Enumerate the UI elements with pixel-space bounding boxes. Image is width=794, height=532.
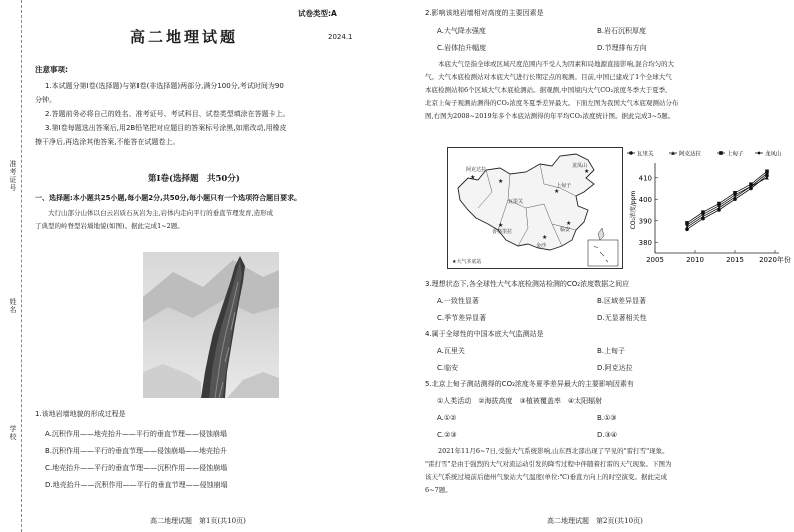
series-line (687, 171, 767, 223)
notes-title: 注意事项: (35, 65, 68, 74)
q1-option-b[interactable]: B.沉积作用——平行的垂直节理——侵蚀崩塌——地壳抬升 (45, 447, 228, 455)
passage-line: 本底检测站和6个区域大气本底检测站。据观测,中国境内大气CO₂浓度冬季大于夏季, (425, 86, 668, 94)
page-footer: 高二地理试题 第2页(共10页) (547, 517, 643, 525)
legend-label: 瓦里关 (637, 151, 654, 158)
q3-option-a[interactable]: A.一致性显著 (437, 297, 479, 305)
q3-option-c[interactable]: C.季节差异显著 (437, 314, 487, 322)
q4-option-b[interactable]: B.上甸子 (597, 347, 626, 355)
q5-option-a[interactable]: A.①② (437, 414, 457, 422)
y-tick-label: 410 (638, 174, 652, 183)
passage-line: 2021年11月6~7日,受强大气系统影响,山东西北部出现了罕见的"雷打雪"现象。 (438, 447, 669, 455)
map-station-linan: 临安 (560, 227, 571, 233)
map-station-akedala: 阿克达拉 (466, 167, 487, 173)
q5-stem: 5.北京上甸子测站测得的CO₂浓度冬夏季差异最大的主要影响因素有 (425, 380, 634, 388)
legend-label: 阿克达拉 (679, 151, 702, 158)
x-tick-label: 2005 (646, 256, 664, 264)
page-footer: 高二地理试题 第1页(共10页) (150, 517, 246, 525)
q5-option-b[interactable]: B.①③ (597, 414, 617, 422)
passage-line: 气。大气本底检测站对本底大气进行长期定点的观测。目前,中国已建成了1个全球大气 (425, 73, 672, 81)
q5-option-d[interactable]: D.③④ (597, 431, 618, 439)
map-legend: ★大气本底站 (452, 259, 482, 265)
passage-2 (425, 58, 791, 123)
legend-label: 上甸子 (727, 151, 744, 158)
q1-option-a[interactable]: A.沉积作用——地壳抬升——平行的垂直节理——侵蚀崩塌 (45, 430, 227, 438)
q3-option-b[interactable]: B.区域差异显著 (597, 297, 647, 305)
y-tick-label: 400 (638, 195, 652, 204)
station-star-icon: ★ (554, 188, 560, 195)
section-intro: 一、选择题:本小题共25小题,每小题2分,共50分,每小题只有一个选项符合题目要求。 (35, 194, 302, 202)
note-line: 3.第Ⅰ卷每题选出答案后,用2B铅笔把对应题目的答案标号涂黑,如需改动,用橡皮 (45, 124, 287, 132)
binding-line (21, 0, 22, 532)
passage-line: 北京上甸子观测站测得的CO₂浓度冬夏季差异最大。下面左图为我国大气本底观测站分布 (425, 99, 679, 107)
station-star-icon: ★ (498, 222, 504, 229)
map-station-xianggelila: 香格里拉 (492, 229, 513, 235)
q5-factors: ①人类活动 ②海拔高度 ③植被覆盖率 ④太阳辐射 (437, 397, 603, 405)
passage-line: 6~7题。 (425, 486, 452, 494)
passage-line: 了典型的岭脊型岩墙地貌(如图)。据此完成1~2题。 (35, 222, 184, 230)
school-label: 学校 (9, 425, 17, 441)
passage-line: 图,右图为2008~2019年多个本底站测得的年平均CO₂浓度统计图。据此完成3~5题。 (425, 112, 675, 120)
x-tick-label: 2015 (726, 256, 744, 264)
q2-option-d[interactable]: D.节理排布方向 (597, 44, 647, 52)
x-tick-label: 2020年份 (759, 256, 791, 264)
passage-line: 大行山部分山体以白云岩质石灰岩为主,岩体内走向平行的垂直节理发育,造形成 (48, 209, 274, 217)
note-line: 分钟。 (35, 96, 56, 104)
legend-marker (719, 151, 723, 155)
q1-option-d[interactable]: D.地壳抬升——沉积作用——平行的垂直节理——侵蚀崩塌 (45, 481, 228, 489)
q4-option-c[interactable]: C.临安 (437, 364, 459, 372)
passage-line: "雷打雪"是由于强烈的大气对流运动引发的降雪过程中伴随着打雷的天气现象。下图为 (425, 460, 672, 468)
y-tick-label: 380 (638, 238, 652, 247)
legend-label: 龙凤山 (765, 151, 782, 158)
q4-option-a[interactable]: A.瓦里关 (437, 347, 465, 355)
q1-stem: 1.该地岩墙地貌的形成过程是 (35, 410, 126, 418)
map-station-shangdianzi: 上甸子 (556, 183, 572, 189)
section-title: 第Ⅰ卷(选择题 共50分) (148, 174, 240, 184)
note-line: 2.答题前务必将自己的姓名、准考证号、考试科目、试卷类型填涂在答题卡上。 (45, 110, 290, 118)
q4-stem: 4.属于全球性的中国本底大气监测站是 (425, 330, 544, 338)
q4-option-d[interactable]: D.阿克达拉 (597, 364, 633, 372)
map-station-waliguan: 瓦里关 (508, 199, 524, 205)
id-number-label: 准考证号 (9, 160, 17, 192)
name-label: 姓名 (9, 298, 17, 314)
note-line: 1.本试题分第Ⅰ卷(选择题)与第Ⅱ卷(非选择题)两部分,满分100分,考试时间为90 (45, 82, 284, 90)
passage-3 (425, 445, 791, 497)
page-title: 高二地理试题 (130, 28, 239, 46)
map-station-longfengshan: 龙凤山 (572, 163, 588, 169)
q3-option-d[interactable]: D.无显著相关性 (597, 314, 647, 322)
y-tick-label: 390 (638, 217, 652, 226)
note-line: 擦干净后,再选涂其他答案,不能答在试题卷上。 (35, 138, 180, 146)
q2-stem: 2.影响该地岩墙相对高度的主要因素是 (425, 9, 544, 17)
station-star-icon: ★ (584, 168, 590, 175)
station-star-icon: ★ (542, 234, 548, 241)
q1-option-c[interactable]: C.地壳抬升——平行的垂直节理——沉积作用——侵蚀崩塌 (45, 464, 228, 472)
notes-block (35, 79, 395, 149)
rock-wall-photo (143, 252, 279, 398)
y-axis-label: CO₂浓度/ppm (630, 190, 637, 230)
station-star-icon: ★ (470, 174, 476, 181)
q2-option-b[interactable]: B.岩石沉积厚度 (597, 27, 647, 35)
exam-date: 2024.1 (328, 33, 353, 41)
passage-1 (35, 207, 395, 233)
q3-stem: 3.理想状态下,各全球性大气本底检测站检测的CO₂浓度数据之间应 (425, 280, 630, 288)
map-station-jinsha: 金沙 (536, 243, 547, 249)
co2-line-chart (625, 145, 791, 273)
station-map (447, 147, 623, 269)
x-tick-label: 2010 (686, 256, 704, 264)
station-star-icon: ★ (566, 220, 572, 227)
passage-line: 该天气系统过境前后德州气象站大气温度(单位:℃)垂直方向上的时空演变。据此完成 (425, 473, 668, 481)
q2-option-c[interactable]: C.岩体抬升幅度 (437, 44, 487, 52)
station-star-icon: ★ (498, 178, 504, 185)
right-page (397, 0, 794, 532)
q2-option-a[interactable]: A.大气降水强度 (437, 27, 486, 35)
paper-type: 试卷类型:A (298, 9, 337, 18)
passage-line: 本底大气是指全球或区域尺度范围内不受人为因素和局地源直接影响,混合均匀的大 (438, 60, 675, 68)
q5-option-c[interactable]: C.②③ (437, 431, 457, 439)
legend-marker (757, 151, 761, 155)
legend-marker (629, 151, 633, 155)
